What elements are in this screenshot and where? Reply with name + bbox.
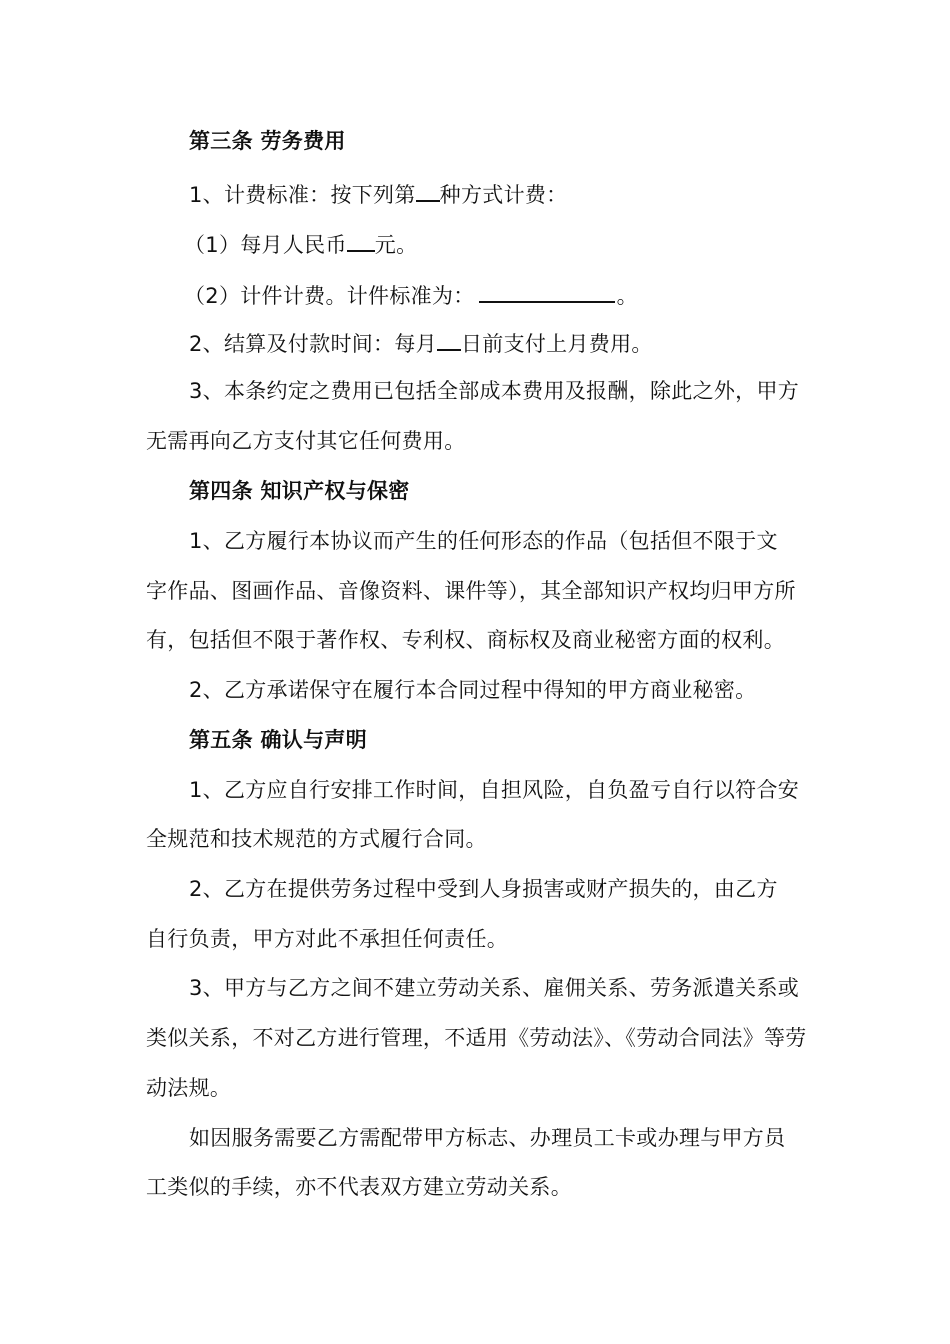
article-3-item-1-suffix: 种方式计费： [439, 183, 568, 207]
article-4-item-1-line-1: 1、乙方履行本协议而产生的任何形态的作品（包括但不限于文 [189, 529, 778, 553]
article-3-item-1 [189, 178, 811, 208]
article-5-item-1-line-1: 1、乙方应自行安排工作时间，自担风险，自负盈亏自行以符合安 [189, 778, 800, 802]
article-3-item-3-line-2: 无需再向乙方支付其它任何费用。 [146, 429, 466, 453]
article-3-option-2-prefix: （2）计件计费。计件标准为： [184, 284, 475, 308]
article-5-item-3-line-3: 动法规。 [146, 1076, 232, 1100]
article-3-item-3-line-1: 3、本条约定之费用已包括全部成本费用及报酬，除此之外，甲方 [189, 379, 800, 403]
article-4-item-1-line-3: 有，包括但不限于著作权、专利权、商标权及商业秘密方面的权利。 [146, 628, 785, 652]
article-3-option-1 [184, 228, 849, 258]
article-5-item-1-line-2: 全规范和技术规范的方式履行合同。 [146, 827, 487, 851]
article-3-option-1-suffix: 元。 [374, 233, 418, 257]
article-3-item-2 [189, 327, 811, 357]
article-3-item-2-suffix: 日前支付上月费用。 [460, 332, 653, 356]
article-4-heading: 第四条 知识产权与保密 [189, 479, 410, 503]
article-5-note-line-1: 如因服务需要乙方需配带甲方标志、办理员工卡或办理与甲方员 [189, 1126, 786, 1150]
article-3-option-1-prefix: （1）每月人民币 [184, 233, 347, 257]
article-5-note-line-2: 工类似的手续，亦不代表双方建立劳动关系。 [146, 1175, 572, 1199]
fill-blank-payment-day [437, 327, 461, 351]
article-4-item-2: 2、乙方承诺保守在履行本合同过程中得知的甲方商业秘密。 [189, 678, 757, 702]
article-4-item-1-line-2: 字作品、图画作品、音像资料、课件等），其全部知识产权均归甲方所 [146, 579, 796, 603]
fill-blank-piece-rate [479, 279, 615, 303]
article-3-heading: 第三条 劳务费用 [189, 129, 346, 153]
article-5-item-2-line-2: 自行负责，甲方对此不承担任何责任。 [146, 927, 509, 951]
article-5-item-3-line-2: 类似关系，不对乙方进行管理，不适用《劳动法》、《劳动合同法》等劳 [146, 1026, 807, 1050]
article-5-item-3-line-1: 3、甲方与乙方之间不建立劳动关系、雇佣关系、劳务派遣关系或 [189, 976, 800, 1000]
article-3-item-1-prefix: 1、计费标准：按下列第 [189, 183, 416, 207]
article-5-heading: 第五条 确认与声明 [189, 728, 368, 752]
article-3-item-2-prefix: 2、结算及付款时间：每月 [189, 332, 437, 356]
article-3-option-2 [184, 279, 849, 309]
fill-blank-monthly-amount [347, 228, 375, 252]
article-5-item-2-line-1: 2、乙方在提供劳务过程中受到人身损害或财产损失的，由乙方 [189, 877, 778, 901]
article-3-option-2-suffix: 。 [616, 284, 638, 308]
fill-blank-method [416, 178, 440, 202]
